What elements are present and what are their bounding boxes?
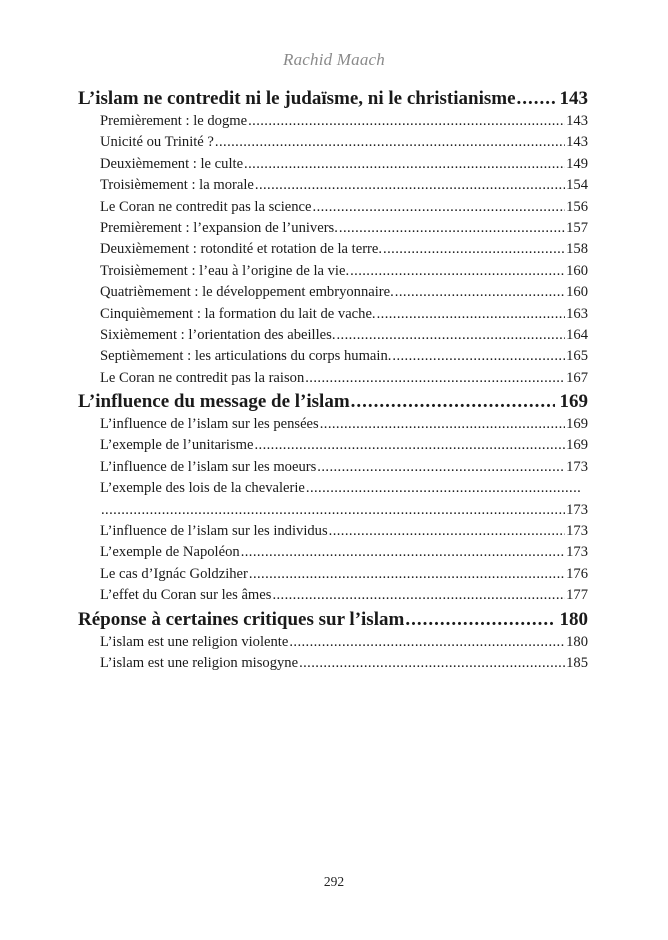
toc-entry[interactable] bbox=[78, 653, 588, 674]
toc-entry[interactable] bbox=[78, 435, 588, 456]
entry-title: L’islam est une religion violente bbox=[100, 633, 289, 650]
dot-leader bbox=[306, 478, 581, 499]
entry-title: Le cas d’Ignác Goldziher bbox=[100, 565, 248, 582]
dot-leader bbox=[255, 175, 565, 196]
chapter-title: L’islam ne contredit ni le judaïsme, ni le christianisme bbox=[78, 88, 516, 109]
chapter-page-number: 143 bbox=[559, 88, 588, 109]
entry-title: Sixièmement : l’orientation des abeilles. bbox=[100, 326, 336, 343]
entry-title: Le Coran ne contredit pas la science bbox=[100, 198, 312, 215]
page-number: 292 bbox=[323, 874, 345, 889]
toc-entry[interactable] bbox=[78, 282, 588, 303]
toc-entry[interactable] bbox=[78, 132, 588, 153]
entry-title: Unicité ou Trinité ? bbox=[100, 134, 214, 151]
dot-leader bbox=[351, 389, 555, 414]
toc-section bbox=[78, 389, 588, 607]
entry-page-number: 185 bbox=[566, 654, 588, 671]
entry-page-number: 173 bbox=[566, 523, 588, 540]
dot-leader bbox=[313, 197, 566, 218]
toc-entry[interactable] bbox=[78, 457, 588, 478]
entry-page-number: 149 bbox=[566, 155, 588, 172]
toc-entry[interactable] bbox=[78, 521, 588, 542]
entry-page-number: 143 bbox=[566, 113, 588, 129]
dot-leader bbox=[272, 585, 565, 606]
toc-chapter-heading[interactable] bbox=[78, 607, 588, 632]
toc-entry[interactable] bbox=[78, 585, 588, 606]
toc-entry[interactable] bbox=[78, 218, 588, 239]
entry-page-number: 160 bbox=[566, 284, 588, 301]
toc-entry[interactable] bbox=[78, 261, 588, 282]
entry-title: Deuxièmement : le culte bbox=[100, 155, 244, 172]
toc-entry[interactable] bbox=[78, 111, 588, 132]
dot-leader bbox=[241, 542, 565, 563]
entry-title: L’exemple de Napoléon bbox=[100, 544, 240, 561]
toc-entry[interactable] bbox=[78, 239, 588, 260]
entry-title: Quatrièmement : le développement embryonnaire. bbox=[100, 284, 394, 301]
entry-page-number: 176 bbox=[566, 565, 588, 582]
dot-leader bbox=[517, 86, 555, 111]
dot-leader bbox=[249, 564, 565, 585]
entry-page-number: 165 bbox=[566, 348, 588, 365]
toc-entry[interactable] bbox=[78, 304, 588, 325]
dot-leader bbox=[329, 521, 565, 542]
entry-page-number: 173 bbox=[566, 544, 588, 561]
dot-leader bbox=[248, 111, 565, 132]
running-head: Rachid Maach bbox=[282, 50, 385, 69]
entry-title: L’effet du Coran sur les âmes bbox=[100, 587, 272, 604]
dot-leader bbox=[215, 132, 565, 153]
entry-page-number: 169 bbox=[566, 437, 588, 454]
entry-title: Deuxièmement : rotondité et rotation de la terre. bbox=[100, 241, 383, 258]
dot-leader bbox=[299, 653, 565, 674]
entry-title: Premièrement : l’expansion de l’univers. bbox=[100, 219, 338, 236]
toc-entry[interactable] bbox=[78, 325, 588, 346]
entry-page-number: 164 bbox=[566, 326, 588, 343]
dot-leader bbox=[244, 154, 565, 175]
dot-leader bbox=[339, 218, 565, 239]
toc-chapter-heading[interactable] bbox=[78, 389, 588, 414]
chapter-title: Réponse à certaines critiques sur l’islam bbox=[78, 608, 405, 630]
toc-chapter-heading[interactable] bbox=[78, 86, 588, 111]
chapter-page-number: 169 bbox=[559, 391, 588, 413]
dot-leader bbox=[336, 325, 565, 346]
dot-leader bbox=[320, 414, 565, 435]
entry-title: Premièrement : le dogme bbox=[100, 113, 248, 129]
dot-leader bbox=[289, 632, 565, 653]
entry-title: L’influence de l’islam sur les pensées bbox=[100, 416, 319, 433]
entry-title: Le Coran ne contredit pas la raison bbox=[100, 369, 305, 386]
dot-leader bbox=[405, 607, 554, 632]
toc-entry[interactable] bbox=[78, 542, 588, 563]
entry-page-number: 157 bbox=[566, 219, 588, 236]
entry-title: L’exemple des lois de la chevalerie bbox=[100, 480, 305, 497]
entry-title: L’islam est une religion misogyne bbox=[100, 654, 299, 671]
entry-title: Cinquièmement : la formation du lait de vache. bbox=[100, 305, 376, 322]
toc-entry-second-line bbox=[100, 500, 588, 521]
toc-entry[interactable] bbox=[78, 564, 588, 585]
entry-page-number: 156 bbox=[566, 198, 588, 215]
dot-leader bbox=[254, 435, 565, 456]
toc-entry[interactable] bbox=[78, 632, 588, 653]
toc-entry[interactable] bbox=[78, 414, 588, 435]
entry-title: L’influence de l’islam sur les individus bbox=[100, 523, 328, 540]
toc-entry-first-line bbox=[100, 478, 588, 499]
entry-page-number: 180 bbox=[566, 633, 588, 650]
chapter-title: L’influence du message de l’islam bbox=[78, 391, 350, 413]
dot-leader bbox=[317, 457, 565, 478]
entry-title: Septièmement : les articulations du corps humain. bbox=[100, 348, 392, 365]
entry-page-number: 163 bbox=[566, 305, 588, 322]
dot-leader bbox=[395, 282, 565, 303]
entry-title: L’influence de l’islam sur les moeurs bbox=[100, 458, 317, 475]
entry-title: Troisièmement : l’eau à l’origine de la vie. bbox=[100, 262, 350, 279]
toc-entry[interactable] bbox=[78, 346, 588, 367]
entry-page-number: 167 bbox=[566, 369, 588, 386]
entry-page-number: 154 bbox=[566, 177, 588, 194]
toc-entry[interactable] bbox=[78, 175, 588, 196]
entry-page-number: 173 bbox=[566, 501, 588, 518]
entry-page-number: 173 bbox=[566, 458, 588, 475]
dot-leader bbox=[101, 500, 565, 521]
toc-section bbox=[78, 607, 588, 675]
dot-leader bbox=[377, 304, 566, 325]
toc-entry[interactable] bbox=[78, 478, 588, 521]
entry-page-number: 177 bbox=[566, 587, 588, 604]
entry-title: Troisièmement : la morale bbox=[100, 177, 254, 194]
table-of-contents bbox=[78, 86, 588, 674]
toc-section bbox=[78, 86, 588, 389]
dot-leader bbox=[350, 261, 565, 282]
dot-leader bbox=[392, 346, 565, 367]
entry-page-number: 143 bbox=[566, 134, 588, 151]
chapter-page-number: 180 bbox=[559, 608, 588, 630]
toc-entry[interactable] bbox=[78, 368, 588, 389]
dot-leader bbox=[383, 239, 565, 260]
entry-page-number: 160 bbox=[566, 262, 588, 279]
entry-page-number: 158 bbox=[566, 241, 588, 258]
toc-entry[interactable] bbox=[78, 154, 588, 175]
entry-title: L’exemple de l’unitarisme bbox=[100, 437, 254, 454]
toc-entry[interactable] bbox=[78, 197, 588, 218]
dot-leader bbox=[305, 368, 565, 389]
entry-page-number: 169 bbox=[566, 416, 588, 433]
